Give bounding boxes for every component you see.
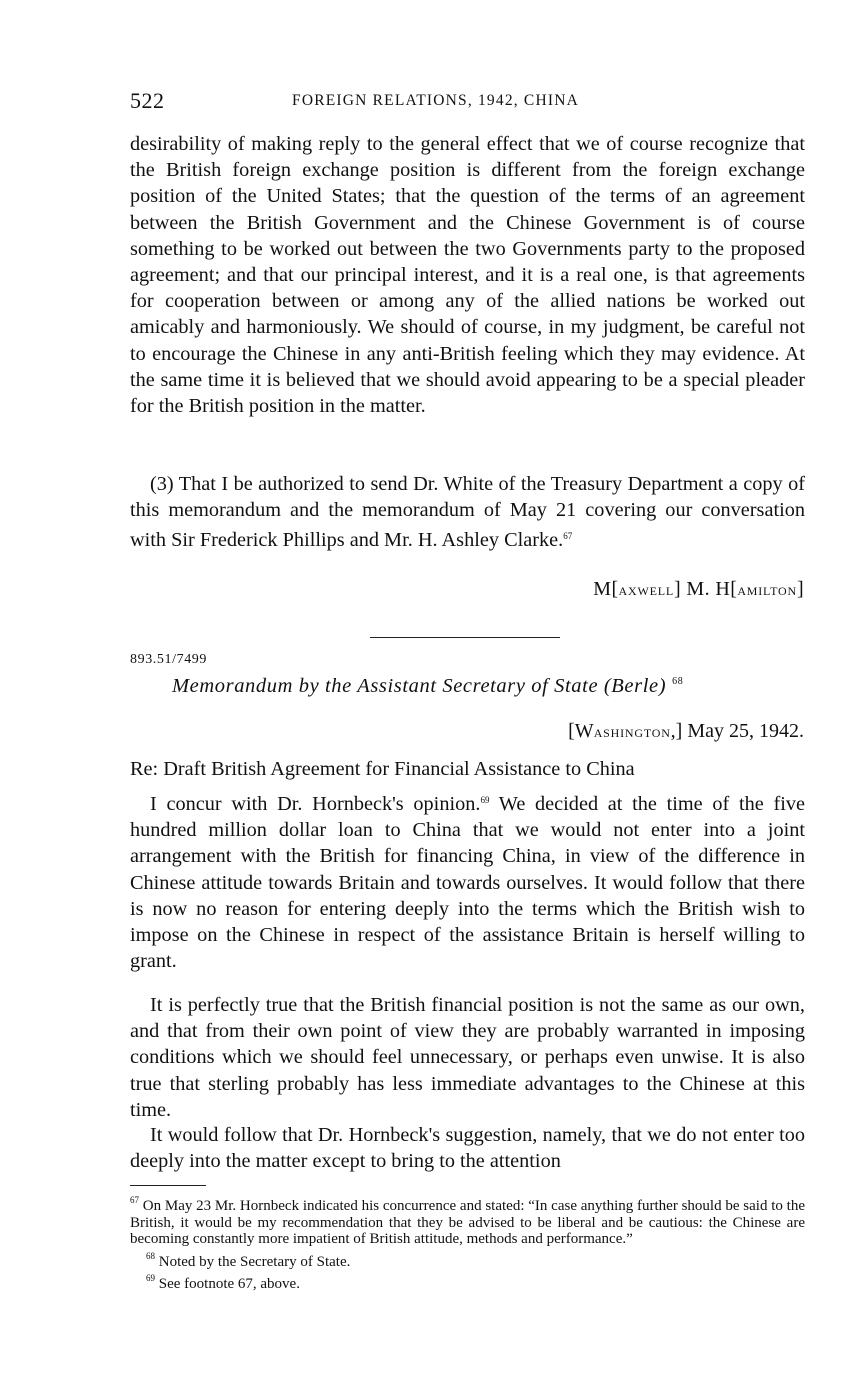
footnote xyxy=(130,1192,805,1248)
body-paragraph: desirability of making reply to the general effect that we of course recognize that the British foreign exchange position is different from the foreign exchange position of the United States; that the question of the terms of an agreement between the British Government and the Chinese Government is of course something to be worked out between the two Governments party to the proposed agreement; and that our principal interest, and it is a real one, is that agreements for cooperation between or among any of the allied nations be worked out amicably and harmoniously. We should of course, in my judgment, be careful not to encourage the Chinese in any anti-British feeling which they may evidence. At the same time it is believed that we should avoid appearing to be a special pleader for the British position in the matter. xyxy=(130,133,805,418)
paragraph-text: We decided at the time of the five hundred million dollar loan to China that we would not enter into a joint arrangement with the British for financing China, in view of the difference in Chinese attitude towards Britain and towards ourselves. It would follow that there is now no reason for entering deeply into the terms which the British wish to impose on the Chinese in respect of the assistance Britain is herself willing to grant. xyxy=(130,793,805,973)
signature-part: M[ xyxy=(593,578,619,600)
dateline-place: ashington xyxy=(593,722,671,741)
footnote-text: On May 23 Mr. Hornbeck indicated his concurrence and stated: “In case anything further should be said to the British, it would be my recommendation that they be advised to be liberal and be cautious: the Chinese are becoming constantly more impatient of British attitude, methods and performance.” xyxy=(130,1198,805,1248)
signature-part: ] xyxy=(796,578,804,600)
subject-line: Re: Draft British Agreement for Financial Assistance to China xyxy=(130,758,635,780)
paragraph-text: (3) That I be authorized to send Dr. White of the Treasury Department a copy of this memorandum and the memorandum of May 21 covering our conversation with Sir Frederick Phillips and Mr. H. Ashley Clarke. xyxy=(130,473,805,552)
title-text: Memorandum by the Assistant Secretary of State (Berle) xyxy=(172,675,667,697)
footnote-reference: 67 xyxy=(563,531,573,542)
footnote-text: Noted by the Secretary of State. xyxy=(155,1253,351,1270)
page-number: 522 xyxy=(130,88,165,113)
footnote xyxy=(130,1270,805,1293)
footnote-divider xyxy=(130,1185,206,1186)
dateline xyxy=(568,720,804,743)
footnote-marker: 68 xyxy=(146,1250,155,1261)
footnote-marker: 69 xyxy=(146,1273,155,1284)
dateline-part: ,] May 25, 1942. xyxy=(670,720,804,742)
signature xyxy=(593,578,804,601)
footnote-reference: 68 xyxy=(672,676,684,687)
section-divider xyxy=(370,637,560,638)
footnote-marker: 67 xyxy=(130,1195,139,1205)
signature-part: ] M. H[ xyxy=(673,578,738,600)
body-paragraph: It is perfectly true that the British financial position is not the same as our own, and that from their own point of view they are probably warranted in imposing conditions which we should feel unnecessary, or perhaps even unwise. It is also true that sterling probably has less immediate advantages to the Chinese at this time. xyxy=(130,994,805,1121)
paragraph-text: I concur with Dr. Hornbeck's opinion. xyxy=(150,793,481,815)
body-paragraph: It would follow that Dr. Hornbeck's suggestion, namely, that we do not enter too deeply into the matter except to bring to the attention xyxy=(130,1124,805,1173)
running-title: FOREIGN RELATIONS, 1942, CHINA xyxy=(292,92,580,109)
footnote xyxy=(130,1248,805,1271)
dateline-part: [W xyxy=(568,720,594,742)
body-paragraph xyxy=(130,787,805,974)
footnote-reference: 69 xyxy=(480,795,490,805)
footnote-text: See footnote 67, above. xyxy=(155,1276,300,1293)
file-number: 893.51/7499 xyxy=(130,652,207,667)
document-title xyxy=(172,675,683,698)
body-paragraph xyxy=(130,471,805,554)
signature-part: amilton xyxy=(737,580,797,599)
footnotes xyxy=(130,1192,805,1293)
signature-part: axwell xyxy=(618,580,674,599)
page-header xyxy=(130,88,805,118)
